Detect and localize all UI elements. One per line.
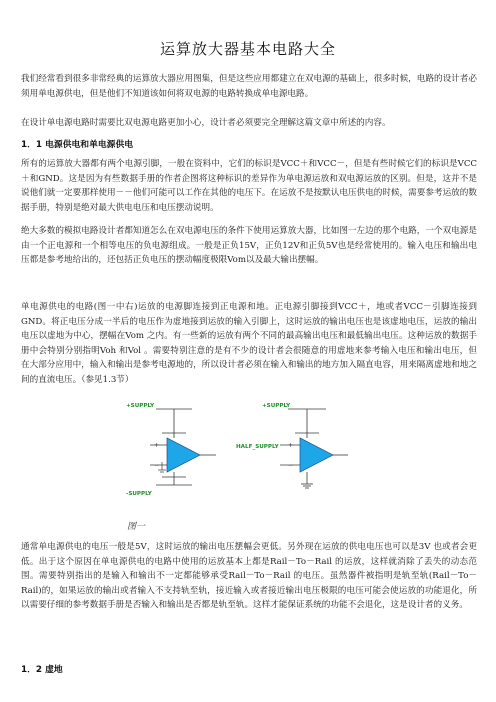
minus-supply-left-label: -SUPPLY	[126, 491, 152, 497]
section-1-1-paragraph-1: 所有的运算放大器都有两个电源引脚，一般在资料中，它们的标识是VCC＋和VCC－，但是有些时候它们的标识是VCC＋和GND。这是因为有些数据手册的作者企图将这种标识的差异作为单电源运放和双电源运放的区别。但是，这并不是说他们就一定要那样使用－－他们可能可以工作在其他的电压下。在运放不是按默认电压供电的时候，需要参考运放的数据手册，特别是绝对最大供电电压和电压摆动说明。	[21, 159, 477, 213]
half-supply-label: HALF_SUPPLY	[236, 444, 279, 450]
section-heading-1-2: 1．2 虚地	[21, 665, 63, 675]
plus-supply-left-label: +SUPPLY	[126, 403, 155, 409]
section-1-1-paragraph-4: 通常单电源供电的电压一般是5V，这时运放的输出电压摆幅会更低。另外现在运放的供电电压也可以是3V 也或者会更低。出于这个原因在单电源供电的电路中使用的运放基本上都是Rail－To－Rail 的运放，这样就消除了丢失的动态范围。需要特别指出的是输入和输出不一定都能够承受Rail－To－Rail 的电压。虽然器件被指明是轨至轨(Rail－To－Rail)的，如果运放的输出或者输入不支持轨至轨，接近输入或者接近输出电压极限的电压可能会使运放的功能退化，所以需要仔细的参考数据手册是否输入和输出是否都是轨至轨。这样才能保证系统的功能不会退化，这是设计者的义务。	[21, 542, 477, 611]
svg-text:+: +	[288, 442, 294, 449]
left-opamp-icon	[167, 438, 200, 472]
section-1-1-paragraph-2: 绝大多数的模拟电路设计者都知道怎么在双电源电压的条件下使用运算放大器，比如图一左边的那个电路，一个双电源是由一个正电源和一个相等电压的负电源组成。一般是正负15V，正负12V和正负5V也是经常使用的。输入电压和输出电压都是参考地给出的，还包括正负电压的摆动幅度极限Vom以及最大输出摆幅。	[21, 226, 477, 266]
svg-text:−: −	[154, 462, 160, 469]
section-1-1-paragraph-3: 单电源供电的电路(图一中右)运放的电源脚连接到正电源和地。正电源引脚接到VCC＋，地或者VCC－引脚连接到GND。将正电压分成一半后的电压作为虚地接到运放的输入引脚上，这时运放的输出电压也是该虚地电压，运放的输出电压以虚地为中心，摆幅在Vom 之内。有一些新的运放有两个不同的最高输出电压和最低输出电压。这种运放的数据手册中会特别分别指明Voh 和Vol 。需要特别注意的是有不少的设计者会很随意的用虚地来参考输入电压和输出电压，但在大部分应用中，输入和输出是参考电源地的，所以设计者必须在输入和输出的地方加入隔直电容，用来隔离虚地和地之间的直流电压。（参见1.3节）	[21, 302, 477, 385]
svg-text:+: +	[154, 442, 160, 449]
intro-paragraph-2: 在设计单电源电路时需要比双电源电路更加小心，设计者必须要完全理解这篇文章中所述的内容。	[21, 118, 391, 128]
right-single-supply-circuit	[236, 403, 348, 488]
intro-paragraph-1: 我们经常看到很多非常经典的运算放大器应用图集，但是这些应用都建立在双电源的基础上，很多时候，电路的设计者必须用单电源供电，但是他们不知道该如何将双电源的电路转换成单电源电路。	[21, 74, 477, 99]
plus-supply-right-label: +SUPPLY	[262, 403, 291, 409]
figure-opamp-supply-diagram	[112, 400, 376, 500]
svg-text:−: −	[288, 462, 294, 469]
left-dual-supply-circuit	[126, 403, 216, 497]
section-heading-1-1: 1．1 电源供电和单电源供电	[21, 140, 134, 150]
figure-caption: 图一	[127, 522, 146, 532]
right-opamp-icon	[300, 438, 333, 472]
document-title: 运算放大器基本电路大全	[159, 40, 336, 58]
